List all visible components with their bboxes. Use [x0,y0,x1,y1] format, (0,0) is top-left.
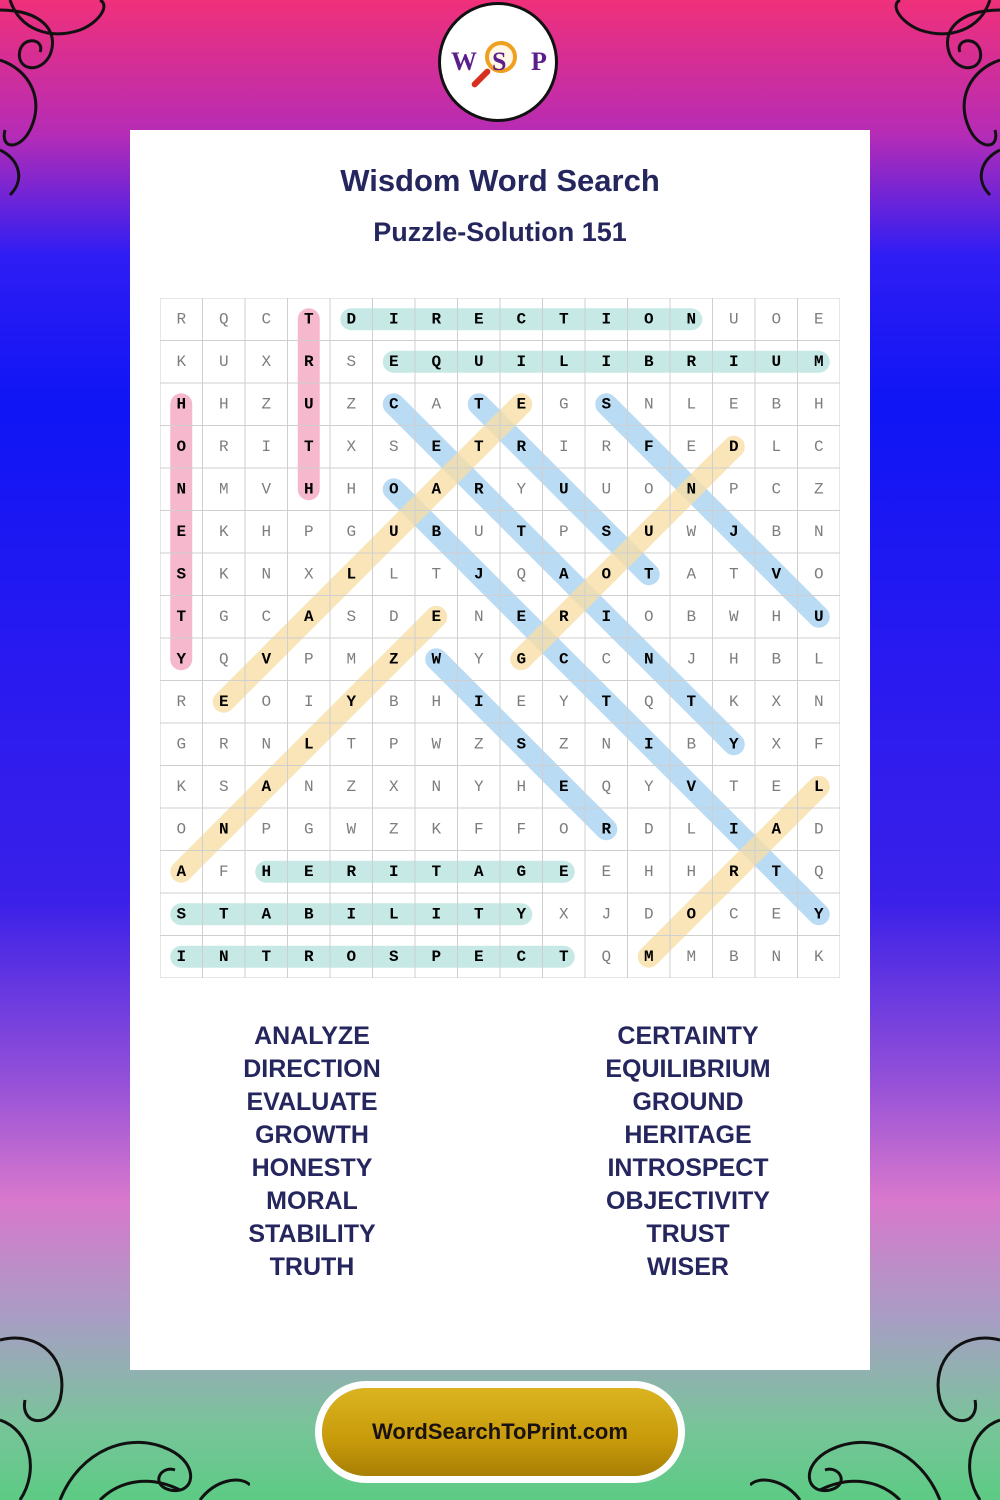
word-item: MORAL [266,1187,358,1215]
grid-cell: G [516,862,527,881]
grid-cell: B [686,735,697,754]
grid-cell: K [813,947,824,966]
grid-cell: Q [431,352,442,371]
grid-cell: H [643,862,654,881]
grid-cell: U [303,395,314,414]
logo-letter-p: P [531,47,547,76]
grid-cell: U [771,352,782,371]
grid-cell: I [431,905,442,924]
grid-cell: D [728,437,739,456]
grid-cell: G [176,735,187,754]
grid-cell: T [218,905,229,924]
grid-cell: J [473,565,484,584]
grid-cell: N [643,650,654,669]
grid-cell: R [473,480,484,499]
flourish-top-left-icon [0,0,130,200]
grid-cell: N [261,565,272,584]
grid-cell: O [176,820,187,839]
grid-cell: P [261,820,272,839]
word-item: OBJECTIVITY [606,1187,770,1215]
grid-cell: E [558,862,569,881]
grid-cell: K [176,777,187,796]
grid-cell: T [261,947,272,966]
grid-cell: L [303,735,314,754]
word-item: GROUND [632,1088,744,1116]
grid-cell: H [218,395,229,414]
grid-cell: T [516,522,527,541]
grid-cell: E [176,522,187,541]
grid-cell: E [601,862,612,881]
grid-cell: Z [346,777,357,796]
grid-cell: H [303,480,314,499]
grid-cell: L [771,437,782,456]
grid-cell: C [813,437,824,456]
grid-cell: Q [601,947,612,966]
grid-cell: A [431,480,442,499]
grid-cell: R [431,310,442,329]
grid-cell: S [601,522,612,541]
grid-cell: K [176,352,187,371]
grid-cell: T [601,692,612,711]
logo-letter-s: S [492,47,507,76]
grid-cell: E [558,777,569,796]
grid-cell: Q [218,310,229,329]
grid-cell: R [218,735,229,754]
word-item: STABILITY [248,1220,376,1248]
grid-cell: W [686,522,697,541]
grid-cell: I [261,437,272,456]
grid-cell: E [303,862,314,881]
grid-cell: N [771,947,782,966]
grid-cell: M [643,947,654,966]
grid-cell: X [558,905,569,924]
grid-cell: B [431,522,442,541]
grid-cell: E [686,437,697,456]
grid-cell: T [346,735,357,754]
grid-cell: A [558,565,569,584]
grid-cell: M [346,650,357,669]
grid-cell: G [346,522,357,541]
grid-cell: T [176,607,187,626]
grid-cell: Y [516,480,527,499]
grid-cell: Q [813,862,824,881]
puzzle-title: Wisdom Word Search [340,163,660,198]
grid-cell: Z [558,735,569,754]
grid-cell: X [346,437,357,456]
grid-cell: N [643,395,654,414]
grid-cell: L [813,777,824,796]
grid-cell: Q [218,650,229,669]
grid-cell: Y [813,905,824,924]
grid-cell: E [516,607,527,626]
grid-cell: P [303,522,314,541]
grid-cell: B [686,607,697,626]
grid-cell: I [601,310,612,329]
grid-cell: P [728,480,739,499]
grid-cell: Y [176,650,187,669]
word-list-left [162,1020,462,1284]
grid-cell: G [558,395,569,414]
grid-cell: O [346,947,357,966]
grid-cell: M [218,480,229,499]
grid-cell: Z [473,735,484,754]
grid-cell: M [813,352,824,371]
grid-cell: R [218,437,229,456]
grid-cell: O [601,565,612,584]
grid-cell: O [643,607,654,626]
grid-cell: O [813,565,824,584]
grid-cell: C [388,395,399,414]
grid-cell: P [303,650,314,669]
grid-cell: O [388,480,399,499]
word-item: TRUTH [269,1253,355,1281]
grid-cell: L [813,650,824,669]
grid-cell: O [771,310,782,329]
grid-cell: Y [473,777,484,796]
grid-cell: N [261,735,272,754]
grid-cell: O [176,437,187,456]
grid-cell: N [813,692,824,711]
grid-cell: A [176,862,187,881]
grid-cell: C [771,480,782,499]
grid-cell: C [261,310,272,329]
grid-cell: O [261,692,272,711]
grid-cell: L [388,565,399,584]
grid-cell: I [558,437,569,456]
grid-cell: M [686,947,697,966]
grid-cell: S [516,735,527,754]
grid-cell: U [473,522,484,541]
grid-cell: H [771,607,782,626]
grid-cell: B [771,395,782,414]
grid-cell: R [601,437,612,456]
grid-cell: H [686,862,697,881]
grid-cell: T [558,947,569,966]
grid-cell: I [176,947,187,966]
grid-cell: U [473,352,484,371]
grid-cell: S [218,777,229,796]
grid-cell: R [728,862,739,881]
grid-cell: T [686,692,697,711]
grid-cell: C [516,310,527,329]
grid-cell: Q [643,692,654,711]
grid-cell: S [346,352,357,371]
grid-cell: B [771,650,782,669]
grid-cell: U [643,522,654,541]
grid-cell: I [643,735,654,754]
grid-cell: E [728,395,739,414]
grid-cell: B [388,692,399,711]
grid-cell: J [728,522,739,541]
logo-letter-w: W [451,47,477,76]
grid-cell: I [516,352,527,371]
grid-cell: I [473,692,484,711]
word-item: DIRECTION [243,1055,381,1083]
word-item: TRUST [646,1220,730,1248]
grid-cell: N [176,480,187,499]
grid-cell: W [346,820,357,839]
grid-cell: I [303,692,314,711]
grid-cell: E [516,395,527,414]
grid-cell: S [176,905,187,924]
grid-cell: T [558,310,569,329]
grid-cell: I [346,905,357,924]
grid-cell: N [218,820,229,839]
grid-cell: E [813,310,824,329]
grid-cell: S [388,947,399,966]
grid-cell: F [473,820,484,839]
grid-cell: C [516,947,527,966]
grid-cell: T [473,395,484,414]
grid-cell: N [686,310,697,329]
grid-cell: C [728,905,739,924]
grid-cell: Q [601,777,612,796]
grid-cell: R [176,692,187,711]
grid-cell: X [771,692,782,711]
grid-cell: K [218,565,229,584]
grid-cell: X [303,565,314,584]
grid-cell: B [303,905,314,924]
grid-cell: U [388,522,399,541]
grid-cell: D [643,905,654,924]
site-link-button[interactable] [322,1388,678,1476]
puzzle-subtitle: Puzzle-Solution 151 [373,217,627,247]
grid-cell: T [771,862,782,881]
grid-cell: W [431,735,442,754]
grid-cell: E [218,692,229,711]
word-list-right [538,1020,838,1284]
grid-cell: A [431,395,442,414]
wsp-logo [438,2,558,122]
grid-cell: T [303,310,314,329]
grid-cell: L [686,820,697,839]
grid-cell: U [728,310,739,329]
grid-cell: S [176,565,187,584]
flourish-top-right-icon [870,0,1000,200]
grid-cell: A [261,905,272,924]
grid-cell: J [601,905,612,924]
word-item: WISER [647,1253,729,1281]
grid-cell: I [728,820,739,839]
grid-cell: Q [516,565,527,584]
grid-cell: N [431,777,442,796]
grid-cell: H [176,395,187,414]
grid-cell: R [516,437,527,456]
grid-cell: L [558,352,569,371]
grid-cell: T [643,565,654,584]
grid-cell: A [303,607,314,626]
grid-cell: Y [516,905,527,924]
grid-cell: E [388,352,399,371]
grid-cell: T [728,777,739,796]
grid-cell: T [431,862,442,881]
grid-cell: T [473,905,484,924]
grid-cell: U [601,480,612,499]
grid-cell: B [771,522,782,541]
grid-cell: F [813,735,824,754]
grid-cell: E [473,947,484,966]
grid-cell: H [516,777,527,796]
grid-cell: B [643,352,654,371]
grid-cell: H [346,480,357,499]
grid-cell: N [303,777,314,796]
grid-cell: I [728,352,739,371]
grid-cell: E [431,437,442,456]
word-item: HONESTY [251,1154,373,1182]
grid-cell: K [728,692,739,711]
grid-cell: J [686,650,697,669]
grid-cell: Z [261,395,272,414]
grid-cell: T [728,565,739,584]
grid-cell: V [261,650,272,669]
grid-cell: Y [473,650,484,669]
grid-cell: D [388,607,399,626]
grid-cell: U [218,352,229,371]
grid-cell: O [558,820,569,839]
grid-cell: A [261,777,272,796]
grid-cell: F [643,437,654,456]
grid-cell: V [686,777,697,796]
grid-cell: R [346,862,357,881]
grid-cell: D [813,820,824,839]
grid-cell: C [558,650,569,669]
grid-cell: U [558,480,569,499]
grid-cell: G [516,650,527,669]
grid-cell: E [473,310,484,329]
grid-cell: C [601,650,612,669]
grid-cell: Y [728,735,739,754]
word-item: INTROSPECT [607,1154,769,1182]
grid-cell: D [643,820,654,839]
word-item: GROWTH [255,1121,369,1149]
grid-cell: P [388,735,399,754]
grid-cell: Y [346,692,357,711]
grid-cell: G [303,820,314,839]
grid-cell: A [473,862,484,881]
grid-cell: D [346,310,357,329]
grid-cell: E [516,692,527,711]
grid-cell: L [388,905,399,924]
grid-cell: R [686,352,697,371]
word-item: HERITAGE [624,1121,752,1149]
grid-cell: I [601,607,612,626]
grid-cell: S [388,437,399,456]
grid-cell: H [261,522,272,541]
word-item: CERTAINTY [617,1022,759,1050]
grid-cell: X [771,735,782,754]
grid-cell: F [218,862,229,881]
grid-cell: L [686,395,697,414]
grid-cell: Z [388,650,399,669]
grid-cell: W [431,650,442,669]
grid-cell: K [431,820,442,839]
grid-cell: I [388,310,399,329]
grid-cell: V [261,480,272,499]
grid-cell: R [601,820,612,839]
grid-cell: S [601,395,612,414]
word-item: EQUILIBRIUM [605,1055,771,1083]
grid-cell: H [728,650,739,669]
grid-cell: E [431,607,442,626]
grid-cell: Z [813,480,824,499]
site-link-label: WordSearchToPrint.com [372,1419,628,1444]
grid-cell: K [218,522,229,541]
grid-cell: H [431,692,442,711]
grid-cell: A [771,820,782,839]
grid-cell: Y [643,777,654,796]
grid-cell: U [813,607,824,626]
grid-cell: N [473,607,484,626]
grid-cell: R [303,352,314,371]
grid-cell: N [601,735,612,754]
grid-cell: Z [388,820,399,839]
grid-cell: X [388,777,399,796]
grid-cell: O [686,905,697,924]
grid-cell: A [686,565,697,584]
grid-cell: N [686,480,697,499]
grid-cell: S [346,607,357,626]
grid-cell: V [771,565,782,584]
grid-cell: E [771,777,782,796]
grid-cell: L [346,565,357,584]
grid-cell: O [643,480,654,499]
grid-cell: R [176,310,187,329]
grid-cell: O [643,310,654,329]
grid-cell: I [388,862,399,881]
grid-cell: C [261,607,272,626]
grid-cell: N [218,947,229,966]
grid-cell: W [728,607,739,626]
grid-cell: I [601,352,612,371]
grid-cell: F [516,820,527,839]
grid-cell: R [558,607,569,626]
grid-cell: N [813,522,824,541]
grid-cell: P [558,522,569,541]
word-search-grid [160,298,840,978]
grid-cell: T [473,437,484,456]
word-item: ANALYZE [254,1022,370,1050]
grid-cell: G [218,607,229,626]
grid-cell: Z [346,395,357,414]
grid-cell: R [303,947,314,966]
word-item: EVALUATE [246,1088,378,1116]
grid-cell: E [771,905,782,924]
grid-cell: T [303,437,314,456]
grid-cell: H [813,395,824,414]
grid-cell: P [431,947,442,966]
grid-cell: B [728,947,739,966]
grid-cell: X [261,352,272,371]
grid-cell: Y [558,692,569,711]
grid-cell: T [431,565,442,584]
grid-cell: H [261,862,272,881]
